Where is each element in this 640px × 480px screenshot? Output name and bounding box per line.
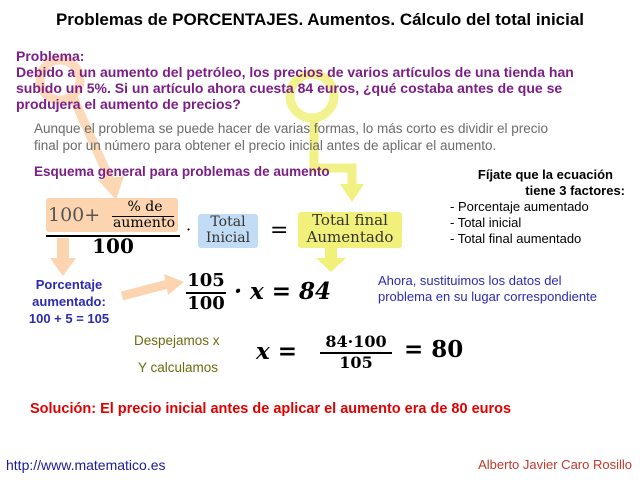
- notice-item: - Total final aumentado: [450, 231, 582, 246]
- eq2-lhs: x =: [256, 338, 297, 365]
- step-isolate: Despejamos x: [134, 333, 220, 348]
- note-line: problema en su lugar correspondiente: [378, 289, 597, 304]
- page-title: Problemas de PORCENTAJES. Aumentos. Cálculo del total inicial: [55, 10, 585, 29]
- solution-statement: Solución: El precio inicial antes de aplicar el aumento era de 80 euros: [30, 401, 512, 417]
- total-inicial-box: [198, 214, 258, 248]
- total-inicial-line2: Inicial: [205, 230, 251, 246]
- percent-numerator: % de: [127, 199, 163, 215]
- eq1-numerator: 105: [187, 270, 225, 291]
- problem-statement: [16, 48, 616, 112]
- eq2-rhs: = 80: [404, 336, 464, 363]
- yellow-down-arrow: [316, 247, 346, 272]
- problem-line: produjera el aumento de precios?: [16, 96, 241, 112]
- step-compute: Y calculamos: [138, 360, 219, 375]
- notice-heading: Fíjate que la ecuación: [477, 167, 613, 182]
- general-dot: ·: [186, 220, 192, 239]
- factors-notice: [450, 167, 625, 247]
- eq1-rest: · x = 84: [234, 278, 332, 305]
- percent-denominator: aumento: [113, 215, 175, 231]
- general-denominator: 100: [92, 234, 134, 258]
- notice-item: - Total inicial: [450, 215, 522, 230]
- percent-calculation: [14, 276, 124, 327]
- peach-right-arrow: [122, 274, 184, 296]
- percent-factor-box: [46, 198, 178, 232]
- author-name: Alberto Javier Caro Rosillo: [478, 457, 632, 472]
- total-final-box: [298, 212, 402, 248]
- notice-heading: tiene 3 factores:: [525, 183, 625, 198]
- total-inicial-line1: Total: [210, 214, 246, 230]
- eq1-denominator: 100: [187, 293, 225, 314]
- hint-line: Aunque el problema se puede hacer de varias formas, lo más corto es dividir el precio: [34, 121, 549, 136]
- total-final-line1: Total final: [312, 211, 388, 229]
- problem-line: Debido a un aumento del petróleo, los precios de varios artículos de una tienda han: [16, 64, 574, 80]
- substitute-note: [378, 273, 628, 305]
- percent-line: Porcentaje: [35, 277, 103, 292]
- hundred-plus: 100+: [48, 204, 101, 226]
- general-equals: =: [270, 218, 289, 243]
- total-final-line2: Aumentado: [306, 228, 394, 246]
- website-link[interactable]: http://www.matematico.es: [6, 457, 166, 473]
- note-line: Ahora, sustituimos los datos del: [378, 273, 562, 288]
- problem-heading: Problema:: [16, 48, 85, 64]
- percent-line: 100 + 5 = 105: [28, 311, 110, 326]
- problem-line: subido un 5%. Si un artículo ahora cuesta 84 euros, ¿qué costaba antes de que se: [16, 80, 563, 96]
- hint-line: final por un número para obtener el precio inicial antes de aplicar el aumento.: [34, 138, 497, 153]
- notice-item: - Porcentaje aumentado: [450, 199, 589, 214]
- eq2-numerator: 84·100: [325, 332, 387, 351]
- method-hint: [34, 120, 614, 154]
- scheme-label: Esquema general para problemas de aumento: [34, 164, 330, 179]
- eq2-denominator: 105: [339, 353, 373, 372]
- percent-line: aumentado:: [32, 294, 106, 309]
